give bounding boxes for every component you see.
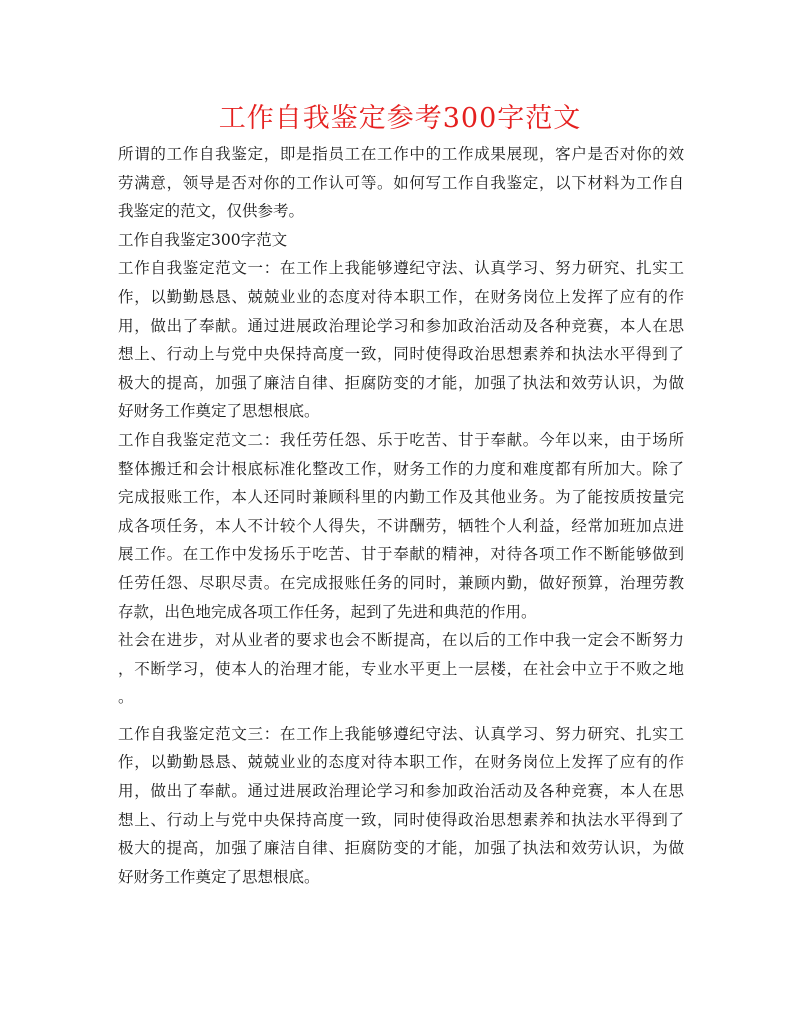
- sample-two-line: 任劳任怨、尽职尽责。在完成报账任务的同时，兼顾内勤，做好预算，治理劳教: [118, 573, 684, 592]
- sample-two-line: 成各项任务，本人不计较个人得失，不讲酬劳，牺牲个人利益，经常加班加点进: [118, 516, 684, 535]
- sample-one-paragraph: [118, 254, 684, 426]
- intro-line: 所谓的工作自我鉴定，即是指员工在工作中的工作成果展现，客户是否对你的效: [118, 145, 684, 163]
- sample-one-line: 想上、行动上与党中央保持高度一致，同时使得政治思想素养和执法水平得到了: [118, 345, 684, 364]
- sample-three-line: 用，做出了奉献。通过进展政治理论学习和参加政治活动及各种竞赛，本人在思: [118, 782, 684, 801]
- sample-two-paragraph: [118, 426, 684, 626]
- sample-three-line: 工作自我鉴定范文三：在工作上我能够遵纪守法、认真学习、努力研究、扎实工: [118, 724, 684, 743]
- intro-line: 劳满意，领导是否对你的工作认可等。如何写工作自我鉴定，以下材料为工作自: [118, 173, 684, 192]
- sample-two-line: 完成报账工作，本人还同时兼顾科里的内勤工作及其他业务。为了能按质按量完: [118, 488, 684, 507]
- document-body: [118, 140, 684, 891]
- sample-three-line: 极大的提高，加强了廉洁自律、拒腐防变的才能，加强了执法和效劳认识，为做: [118, 839, 684, 858]
- sample-three-line: 作，以勤勤恳恳、兢兢业业的态度对待本职工作，在财务岗位上发挥了应有的作: [118, 753, 684, 772]
- sample-two-line: 工作自我鉴定范文二：我任劳任怨、乐于吃苦、甘于奉献。今年以来，由于场所: [118, 430, 684, 449]
- sample-one-line: 极大的提高，加强了廉洁自律、拒腐防变的才能，加强了执法和效劳认识，为做: [118, 373, 684, 392]
- closing-paragraph: [118, 626, 684, 712]
- page-title: 工作自我鉴定参考300字范文: [218, 103, 582, 134]
- closing-line: 社会在进步，对从业者的要求也会不断提高，在以后的工作中我一定会不断努力: [118, 631, 684, 650]
- sample-three-line: 好财务工作奠定了思想根底。: [118, 867, 320, 886]
- intro-paragraph: [118, 140, 684, 226]
- sample-two-line: 存款，出色地完成各项工作任务，起到了先进和典范的作用。: [118, 602, 537, 621]
- sample-one-line: 用，做出了奉献。通过进展政治理论学习和参加政治活动及各种竞赛，本人在思: [118, 316, 684, 335]
- paragraph-gap: [118, 712, 684, 720]
- sample-one-line: 工作自我鉴定范文一：在工作上我能够遵纪守法、认真学习、努力研究、扎实工: [118, 259, 684, 278]
- sample-two-line: 展工作。在工作中发扬乐于吃苦、甘于奉献的精神，对待各项工作不断能够做到: [118, 545, 684, 564]
- section-subheading: 工作自我鉴定300字范文: [118, 230, 288, 249]
- sample-three-line: 想上、行动上与党中央保持高度一致，同时使得政治思想素养和执法水平得到了: [118, 810, 684, 829]
- sample-one-line: 好财务工作奠定了思想根底。: [118, 402, 320, 421]
- sample-one-line: 作，以勤勤恳恳、兢兢业业的态度对待本职工作，在财务岗位上发挥了应有的作: [118, 287, 684, 306]
- intro-line: 我鉴定的范文，仅供参考。: [118, 202, 305, 221]
- sample-two-line: 整体搬迁和会计根底标准化整改工作，财务工作的力度和难度都有所加大。除了: [118, 459, 684, 478]
- closing-line: 。: [118, 688, 134, 707]
- sample-three-paragraph: [118, 720, 684, 892]
- closing-line: ，不断学习，使本人的治理才能，专业水平更上一层楼，在社会中立于不败之地: [118, 659, 684, 678]
